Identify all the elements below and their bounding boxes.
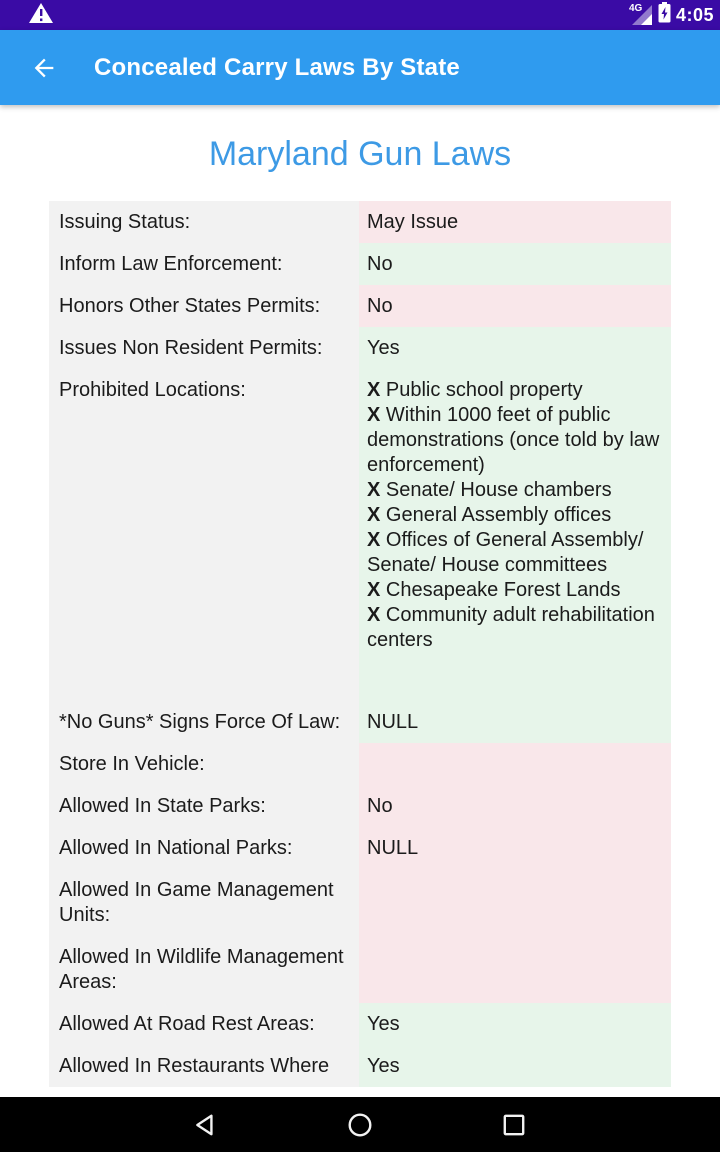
row-value bbox=[359, 743, 671, 785]
table-row bbox=[49, 369, 671, 701]
row-label: Issues Non Resident Permits: bbox=[49, 327, 359, 369]
row-value: NULL bbox=[359, 827, 671, 869]
row-label: *No Guns* Signs Force Of Law: bbox=[49, 701, 359, 743]
prohibited-location-item: X Chesapeake Forest Lands bbox=[367, 579, 621, 601]
row-label: Allowed In Restaurants Where bbox=[49, 1045, 359, 1087]
table-row bbox=[49, 327, 671, 369]
prohibited-location-item: X Offices of General Assembly/ Senate/ House committees bbox=[367, 529, 644, 576]
nav-home-icon[interactable] bbox=[346, 1111, 374, 1139]
row-label: Honors Other States Permits: bbox=[49, 285, 359, 327]
row-label: Allowed In State Parks: bbox=[49, 785, 359, 827]
table-row bbox=[49, 743, 671, 785]
battery-charging-icon bbox=[658, 2, 671, 28]
table-row bbox=[49, 285, 671, 327]
table-row bbox=[49, 869, 671, 936]
row-label: Store In Vehicle: bbox=[49, 743, 359, 785]
gun-laws-table bbox=[49, 201, 671, 1087]
prohibited-location-item: X Public school property bbox=[367, 379, 583, 401]
row-value: No bbox=[359, 785, 671, 827]
nav-recents-icon[interactable] bbox=[500, 1111, 528, 1139]
status-right-cluster bbox=[628, 2, 714, 28]
row-value bbox=[359, 936, 671, 1003]
table-row bbox=[49, 936, 671, 1003]
table-row bbox=[49, 1003, 671, 1045]
android-nav-bar bbox=[0, 1097, 720, 1152]
row-label: Allowed In Wildlife Management Areas: bbox=[49, 936, 359, 1003]
prohibited-location-item: X Community adult rehabilitation centers bbox=[367, 604, 655, 651]
row-value: No bbox=[359, 285, 671, 327]
row-label: Issuing Status: bbox=[49, 201, 359, 243]
app-bar bbox=[0, 30, 720, 105]
table-row bbox=[49, 827, 671, 869]
row-value: Yes bbox=[359, 1045, 671, 1087]
table-row bbox=[49, 243, 671, 285]
row-label: Allowed At Road Rest Areas: bbox=[49, 1003, 359, 1045]
signal-strength-icon bbox=[628, 3, 653, 25]
app-bar-title: Concealed Carry Laws By State bbox=[94, 53, 460, 81]
prohibited-location-item: X Within 1000 feet of public demonstrations (once told by law enforcement) bbox=[367, 404, 660, 476]
row-label: Allowed In National Parks: bbox=[49, 827, 359, 869]
row-value bbox=[359, 369, 671, 701]
row-value: Yes bbox=[359, 327, 671, 369]
page-title: Maryland Gun Laws bbox=[208, 135, 512, 173]
status-bar bbox=[0, 0, 720, 30]
row-value: No bbox=[359, 243, 671, 285]
nav-back-icon[interactable] bbox=[192, 1111, 220, 1139]
clock-label: 4:05 bbox=[675, 4, 714, 25]
row-value: NULL bbox=[359, 701, 671, 743]
row-label: Inform Law Enforcement: bbox=[49, 243, 359, 285]
table-row bbox=[49, 701, 671, 743]
row-value bbox=[359, 869, 671, 936]
back-arrow-icon[interactable] bbox=[30, 53, 60, 83]
row-value: Yes bbox=[359, 1003, 671, 1045]
row-label: Allowed In Game Management Units: bbox=[49, 869, 359, 936]
network-type-label: 4G bbox=[628, 3, 643, 14]
prohibited-location-item: X Senate/ House chambers bbox=[367, 479, 612, 501]
warning-triangle-icon bbox=[28, 2, 54, 29]
content-scroll-area[interactable] bbox=[0, 105, 720, 1152]
prohibited-location-item: X General Assembly offices bbox=[367, 504, 612, 526]
table-row bbox=[49, 201, 671, 243]
row-label: Prohibited Locations: bbox=[49, 369, 359, 701]
table-row bbox=[49, 1045, 671, 1087]
table-row bbox=[49, 785, 671, 827]
row-value: May Issue bbox=[359, 201, 671, 243]
